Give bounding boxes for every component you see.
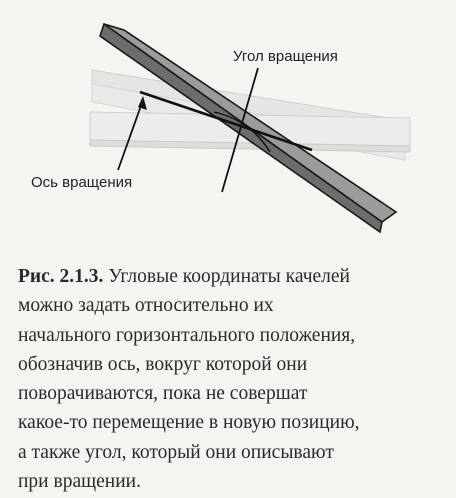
figure-number: Рис. 2.1.3. <box>18 266 104 287</box>
caption-first-line-text: Угловые координаты качелей <box>103 266 350 287</box>
caption-line-6: какое-то перемещение в новую позицию, <box>18 412 360 434</box>
axis-of-rotation-label: Ось вращения <box>31 174 133 191</box>
angle-of-rotation-label: Угол вращения <box>233 48 338 65</box>
caption-line-4: обозначив ось, вокруг которой они <box>18 353 308 375</box>
figure-caption <box>18 262 448 496</box>
caption-line-3: начального горизонтального положения, <box>18 324 356 346</box>
caption-line-1 <box>18 262 448 291</box>
caption-line-5: поворачиваются, пока не совершат <box>18 383 308 405</box>
caption-line-7: а также угол, который они описывают <box>18 441 334 463</box>
caption-line-8: при вращении. <box>18 471 141 493</box>
caption-line-2: можно задать относительно их <box>18 295 274 317</box>
